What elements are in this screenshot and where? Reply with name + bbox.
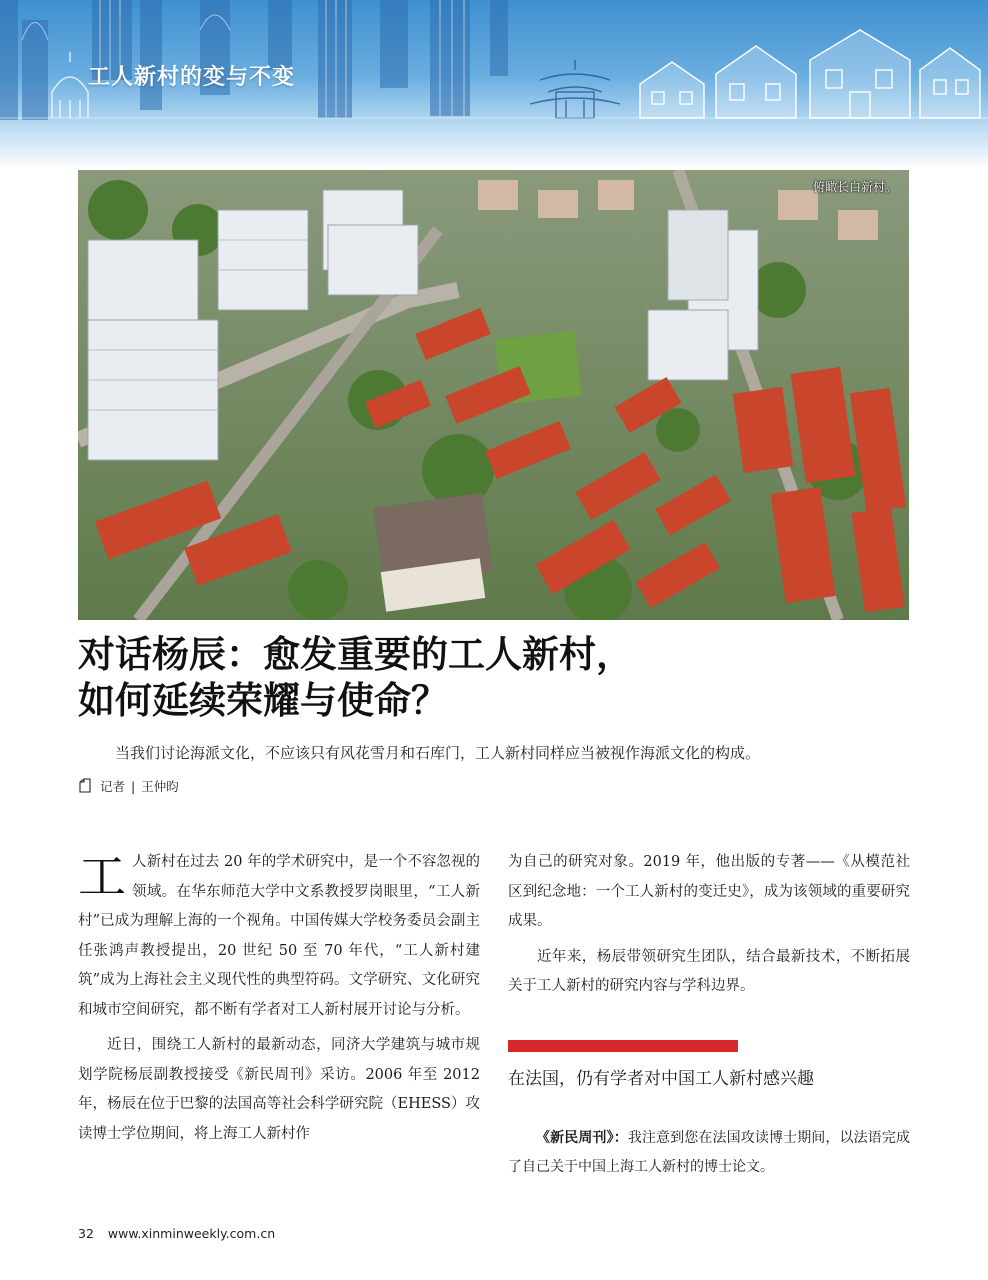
byline-label: 记者 — [100, 779, 126, 794]
website-link[interactable]: www.xinminweekly.com.cn — [107, 1226, 276, 1241]
headline-line-2: 如何延续荣耀与使命？ — [78, 679, 448, 722]
page-number: 32 — [78, 1226, 94, 1241]
page-footer — [78, 1226, 275, 1241]
photo-caption: 俯瞰长白新村。 — [812, 180, 897, 194]
paragraph-text: 人新村在过去 20 年的学术研究中，是一个不容忽视的领域。在华东师范大学中文系教授罗岗眼里，“工人新村”已成为理解上海的一个视角。中国传媒大学校务委员会副主任张鸿声教授提出，20 世纪 50 至 70 年代，“工人新村建筑”成为上海社会主义现代性的典型符码。文学研究、文化研究和城市空间研究，都不断有学者对工人新村展开讨论与分析。 — [78, 854, 480, 1018]
aerial-photo — [78, 170, 909, 620]
body-column-right — [508, 848, 910, 1008]
body-column-left — [78, 848, 480, 1155]
article-headline — [78, 632, 918, 724]
drop-cap: 工 — [78, 849, 127, 905]
byline-separator: | — [131, 778, 136, 794]
headline-line-1: 对话杨辰：愈发重要的工人新村， — [78, 633, 633, 676]
section-subhead: 在法国，仍有学者对中国工人新村感兴趣 — [508, 1069, 814, 1089]
paragraph: 近年来，杨辰带领研究生团队，结合最新技术，不断拓展关于工人新村的研究内容与学科边界。 — [508, 948, 910, 994]
section-title: 工人新村的变与不变 — [88, 65, 296, 90]
paragraph — [78, 848, 480, 1025]
paragraph: 近日，围绕工人新村的最新动态，同济大学建筑与城市规划学院杨辰副教授接受《新民周刊》采访。2006 年至 2012 年，杨辰在位于巴黎的法国高等社会科学研究院（EHESS）攻读博士学位期间，将上海工人新村作 — [78, 1037, 480, 1142]
header-banner — [0, 0, 988, 170]
pen-icon — [78, 778, 94, 794]
interview-asker: 《新民周刊》： — [536, 1130, 628, 1146]
aerial-neighborhood-illustration — [78, 170, 909, 620]
paragraph: 为自己的研究对象。2019 年，他出版的专著——《从模范社区到纪念地：一个工人新村的变迁史》，成为该领域的重要研究成果。 — [508, 854, 910, 929]
section-divider-bar — [508, 1040, 738, 1052]
interview-question-text: 我注意到您在法国攻读博士期间，以法语完成了自己关于中国上海工人新村的博士论文。 — [508, 1130, 911, 1175]
article-lede: 当我们讨论海派文化，不应该只有风花雪月和石库门，工人新村同样应当被视作海派文化的构成。 — [115, 744, 761, 762]
byline-author: 王仲昀 — [141, 779, 179, 794]
byline — [78, 777, 179, 795]
interview-question — [508, 1124, 910, 1182]
